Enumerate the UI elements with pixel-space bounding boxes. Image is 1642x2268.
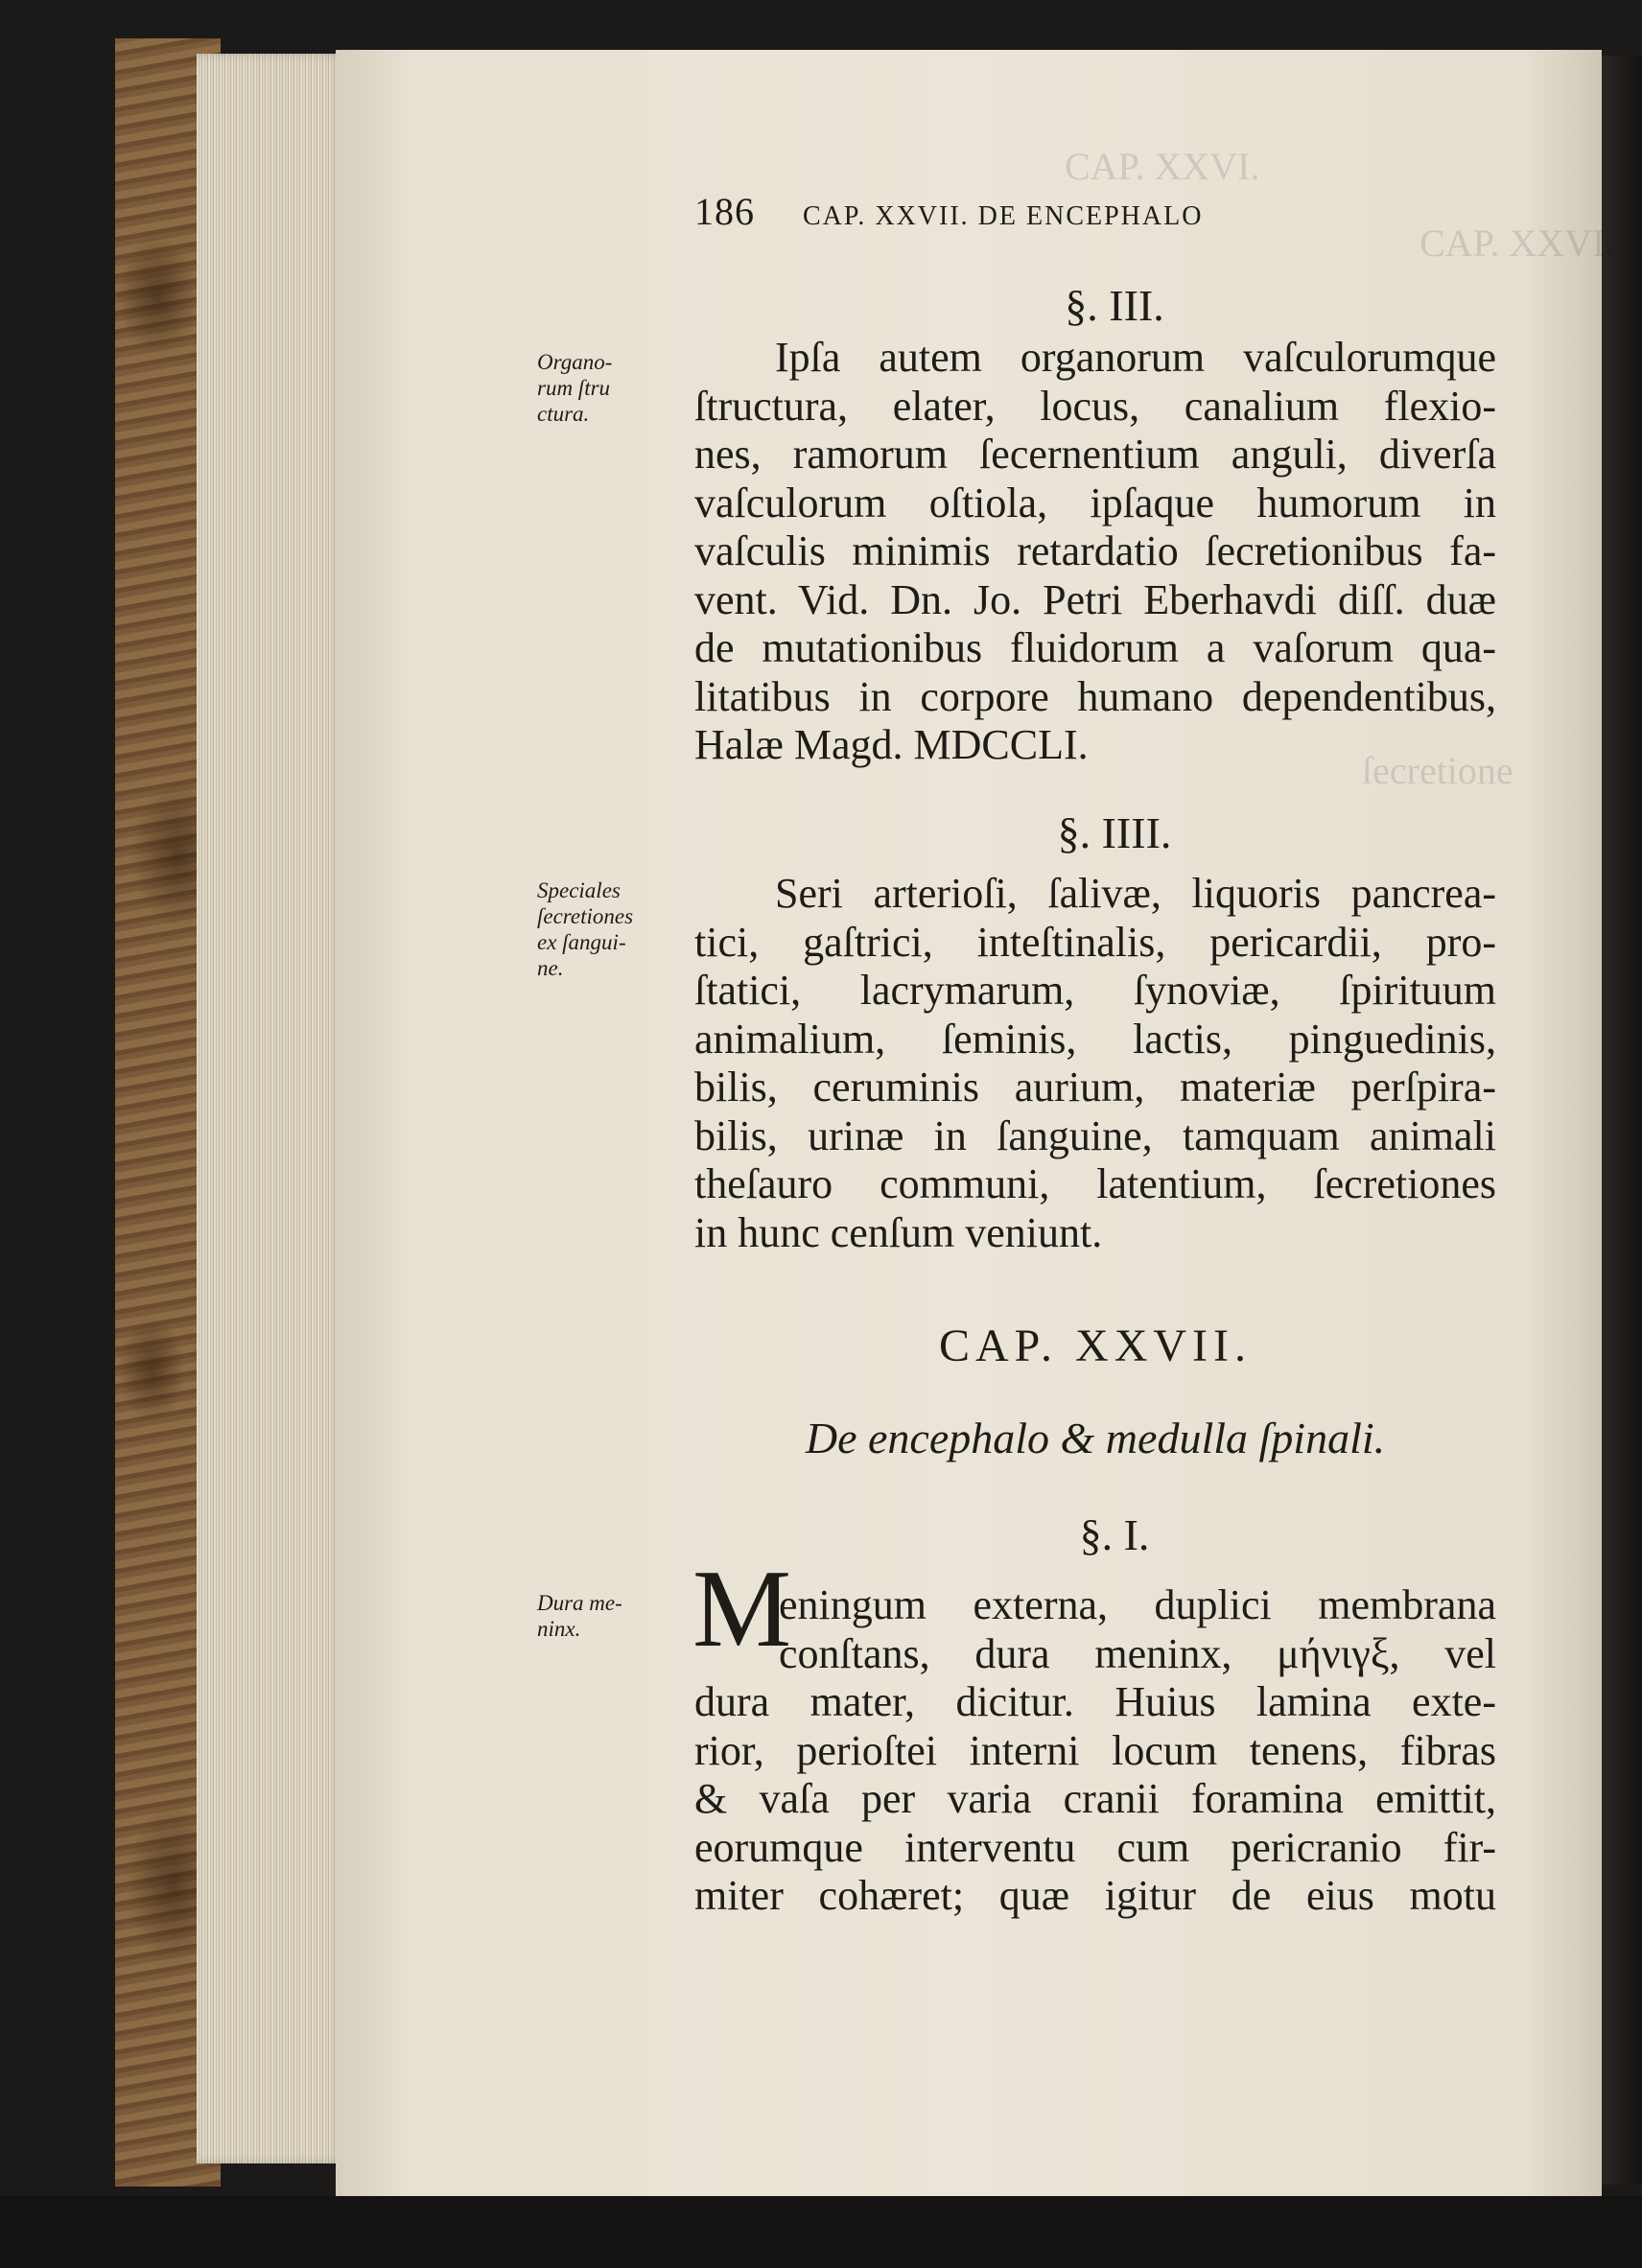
text-line: miter cohæret; quæ igitur de eius motu: [694, 1872, 1496, 1919]
section-mark: §. IIII.: [1057, 808, 1172, 857]
text-line: animalium, ſeminis, lactis, pinguedinis,: [694, 1015, 1496, 1063]
text-line: vaſculis minimis retardatio ſecretionibus fa-: [694, 527, 1496, 574]
paragraph: [694, 334, 1496, 770]
running-title: CAP. XXVII. DE ENCEPHALO: [803, 201, 1204, 231]
paragraph: [694, 870, 1496, 1257]
text-line: rior, perioſtei interni locum tenens, fibras: [694, 1726, 1496, 1774]
text-line: de mutationibus fluidorum a vaſorum qua-: [694, 624, 1496, 671]
background-bottom: [0, 2196, 1642, 2268]
text-line: litatibus in corpore humano dependentibus,: [694, 672, 1496, 720]
section-mark: §. I.: [1079, 1510, 1150, 1559]
facing-page-gutter: [1602, 56, 1642, 2185]
text-line: bilis, urinæ in ſanguine, tamquam animali: [694, 1111, 1496, 1159]
chapter-title: CAP. XXVII.: [938, 1321, 1252, 1371]
paragraph: [779, 1581, 1496, 1678]
margin-note: Organo- rum ſtru ctura.: [537, 350, 613, 426]
text-line: dura mater, dicitur. Huius lamina exte-: [694, 1678, 1496, 1725]
paragraph: [694, 1678, 1496, 1921]
text-line: Ipſa autem organorum vaſculorumque: [775, 334, 1496, 381]
drop-cap: M: [692, 1548, 792, 1671]
page-number: 186: [694, 190, 755, 233]
show-through-text: CAP. XXVI.: [1419, 222, 1615, 265]
margin-note: Speciales ſecretiones ex ſangui- ne.: [537, 878, 634, 980]
text-line: bilis, ceruminis aurium, materiæ perſpira-: [694, 1064, 1496, 1111]
text-line: vent. Vid. Dn. Jo. Petri Eberhavdi diſſ. duæ: [694, 575, 1496, 623]
section-mark: §. III.: [1065, 281, 1164, 330]
text-line: tici, gaſtrici, inteſtinalis, pericardii, pro-: [694, 918, 1496, 966]
text-line: ſtructura, elater, locus, canalium flexio-: [694, 382, 1496, 430]
text-line: nes, ramorum ſecernentium anguli, diverſa: [694, 431, 1496, 478]
text-line: eorumque interventu cum pericranio fir-: [694, 1823, 1496, 1871]
text-line: Halæ Magd. MDCCLI.: [694, 721, 1089, 768]
text-line: & vaſa per varia cranii foramina emittit,: [694, 1775, 1496, 1822]
running-header: [694, 189, 1203, 234]
text-line: eningum externa, duplici membrana: [779, 1581, 1496, 1628]
text-line: vaſculorum oſtiola, ipſaque humorum in: [694, 479, 1496, 526]
text-line: theſauro communi, latentium, ſecretiones: [694, 1160, 1496, 1207]
chapter-subtitle: De encephalo & medulla ſpinali.: [805, 1414, 1386, 1462]
text-line: Seri arterioſi, ſalivæ, liquoris pancrea-: [775, 870, 1496, 917]
show-through-text: ſecretione: [1362, 749, 1513, 792]
margin-note: Dura me- ninx.: [537, 1591, 622, 1641]
text-line: conſtans, dura meninx, μήνιγξ, vel: [779, 1629, 1496, 1677]
show-through-text: CAP. XXVI.: [1065, 145, 1260, 188]
text-line: ſtatici, lacrymarum, ſynoviæ, ſpirituum: [694, 967, 1496, 1014]
page-edges: [197, 54, 345, 2163]
text-line: in hunc cenſum veniunt.: [694, 1208, 1103, 1256]
